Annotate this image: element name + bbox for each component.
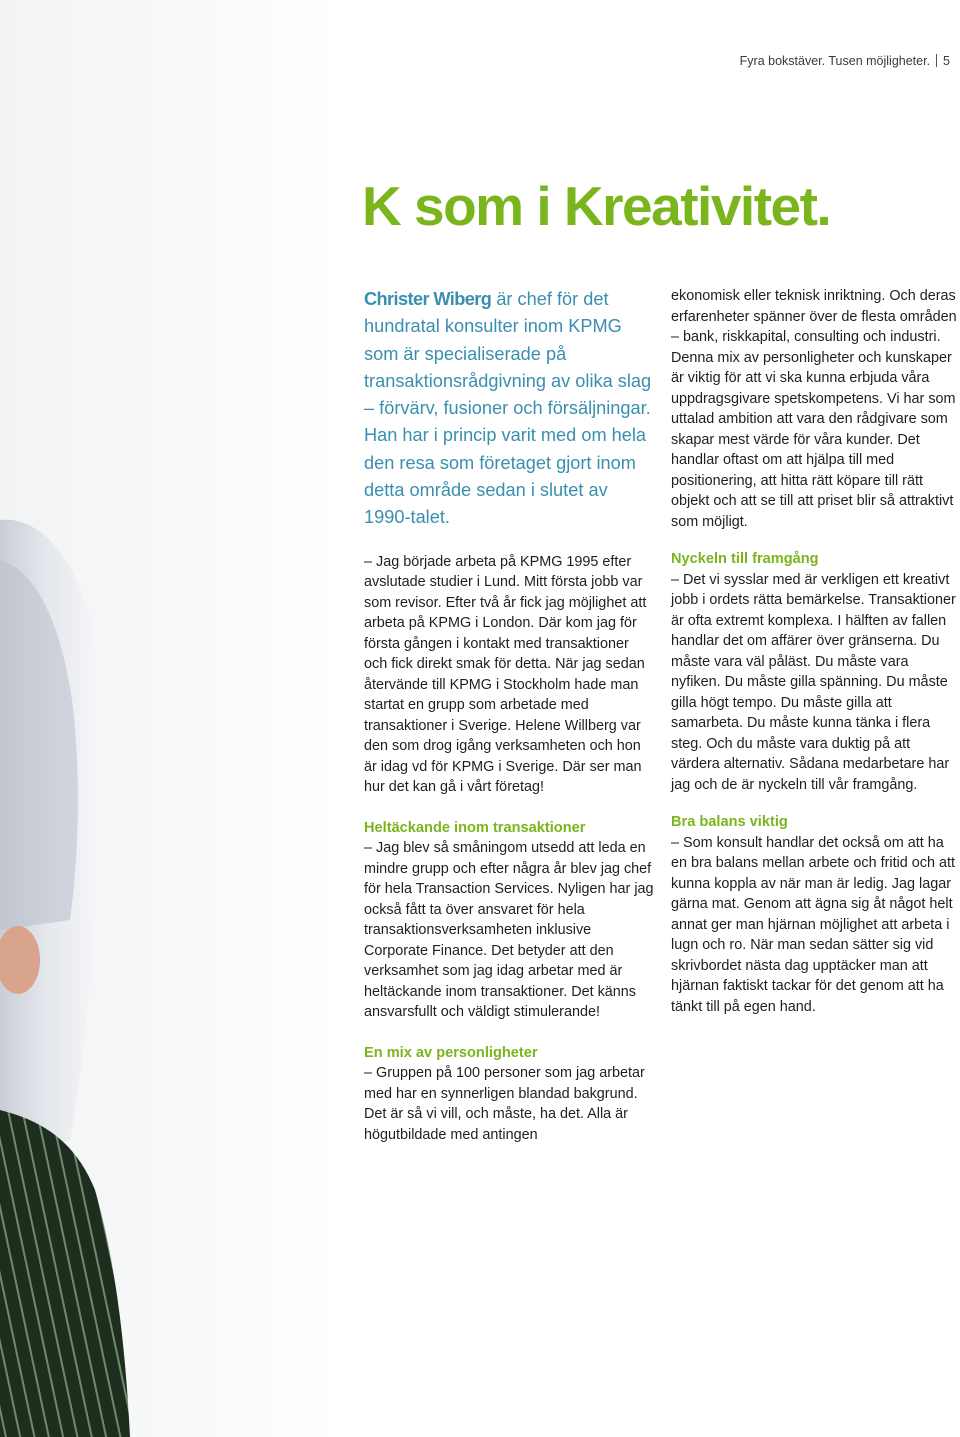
lead-paragraph	[364, 286, 654, 532]
page-title: K som i Kreativitet.	[362, 175, 831, 237]
running-header	[740, 54, 950, 68]
section-mix	[364, 1043, 654, 1146]
section-heltackande	[364, 818, 654, 1023]
section-nyckeln	[671, 549, 960, 795]
page-number: 5	[943, 54, 950, 68]
section-heading: Nyckeln till framgång	[671, 551, 819, 567]
section-balans	[671, 812, 960, 1017]
left-column	[364, 286, 654, 1145]
portrait-photo	[0, 0, 340, 1437]
section-mix-continued	[671, 286, 960, 532]
section-heading: Bra balans viktig	[671, 814, 788, 830]
intro-paragraph: – Jag började arbeta på KPMG 1995 efter avslutade studier i Lund. Mitt första jobb var som revisor. Efter två år fick jag möjlighet att arbeta på KPMG i London. Där kom jag för första gången i kontakt med transaktioner och fick direkt smak för detta. När jag sedan återvände till KPMG i Stockholm hade man startat en grupp som arbetade med transaktioner i Sverige. Helene Willberg var den som drog igång verksamheten och hon är idag vd för KPMG i Sverige. Där ser man hur det kan gå i vårt företag!	[364, 553, 647, 796]
section-text: – Gruppen på 100 personer som jag arbetar med har en synnerligen blandad bakgrund. Det är så vi vill, och måste, ha det. Alla är högutbildade med antingen	[364, 1065, 645, 1143]
running-title: Fyra bokstäver. Tusen möjligheter.	[739, 54, 931, 68]
section-text: – Som konsult handlar det också om att ha en bra balans mellan arbete och fritid och att kunna koppla av när man är ledig. Jag lagar gärna mat. Genom att ägna sig åt något helt annat ger man hjärnan möjlighet att arbeta i lugn och ro. När man sedan sätter sig vid skrivbordet nästa dag upptäcker man att hjärnan faktiskt tackar för det genom att ha tänkt till på egen hand.	[671, 834, 955, 1015]
lead-name: Christer Wiberg	[364, 289, 492, 309]
right-column	[671, 286, 960, 1017]
lead-text: är chef för det hundratal konsulter inom KPMG som är specialiserade på transaktionsrådgivning av olika slag – förvärv, fusioner och försäljningar. Han har i princip varit med om hela den resa som företaget gjort inom detta område sedan i slutet av 1990-talet.	[364, 289, 652, 528]
section-heading: Heltäckande inom transaktioner	[364, 819, 586, 836]
section-text: – Jag blev så småningom utsedd att leda en mindre grupp och efter några år blev jag chef för hela Transaction Services. Nyligen har jag också fått ta över ansvaret för hela transaktionsverksamheten inklusive Corporate Finance. Det betyder att den verksamhet som jag idag arbetar med är heltäckande inom transaktioner. Det känns ansvarsfullt och väldigt stimulerande!	[364, 840, 654, 1021]
header-divider	[936, 54, 937, 67]
section-heading: En mix av personligheter	[364, 1044, 538, 1061]
section-text: ekonomisk eller teknisk inriktning. Och deras erfarenheter spänner över de flesta områden – bank, riskkapital, consulting och industri. Denna mix av personligheter och kunskaper är viktig för att vi ska kunna erbjuda våra uppdragsgivare spetskompetens. Vi har som uttalad ambition att vara den rådgivare som skapar mest värde för våra kunder. Det handlar oftast om att hjälpa till med positionering, att hitta rätt köpare till rätt objekt och att se till att priset blir så attraktivt som möjligt.	[671, 288, 957, 530]
section-text: – Det vi sysslar med är verkligen ett kreativt jobb i ordets rätta bemärkelse. Transaktioner är ofta extremt komplexa. I hälften av fallen handlar det om affärer över gränserna. Du måste vara väl påläst. Du måste vara nyfiken. Du måste gilla spänning. Du måste gilla högt tempo. Du måste gilla att samarbeta. Du måste kunna tänka i flera steg. Och du måste vara duktig på att värdera alternativ. Sådana medarbetare har jag och de är nyckeln till vår framgång.	[671, 571, 956, 793]
